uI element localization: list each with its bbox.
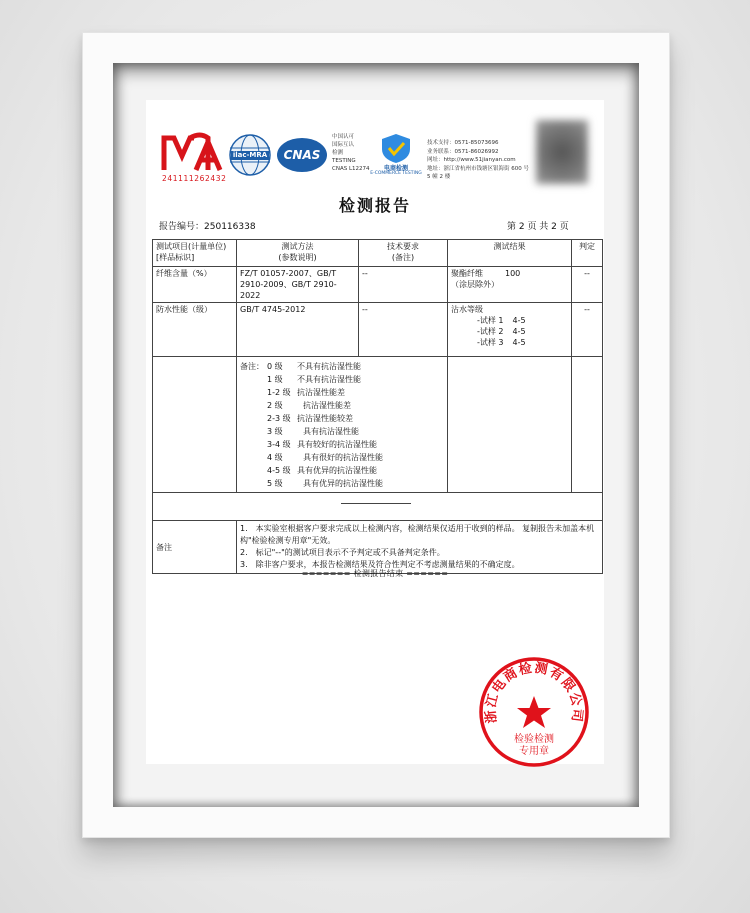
ecommerce-en: E-COMMERCE TESTING	[370, 171, 422, 176]
fiber-name: 聚酯纤维	[451, 269, 483, 278]
grade-note-prefix: 备注：	[240, 362, 264, 371]
separator-row	[153, 493, 603, 521]
separator-cell	[153, 493, 603, 521]
contact-line: 地址：浙江省杭州市钱塘区银海街 600 号	[427, 165, 529, 172]
grade-notes	[237, 357, 448, 493]
header-requirement	[359, 240, 448, 267]
grade-level: 1 级	[267, 375, 283, 384]
stamp-line-2: 专用章	[519, 746, 549, 757]
separator-line	[341, 503, 411, 504]
grade-note-line	[240, 400, 444, 413]
header-method	[237, 240, 359, 267]
cnas-caption	[332, 133, 372, 173]
ecommerce-testing-logo	[368, 132, 424, 180]
stamp-seal-icon	[478, 656, 590, 768]
grade-note-line	[240, 452, 444, 465]
header-item-line: 测试项目(计量单位)	[156, 242, 227, 251]
results-table	[152, 239, 603, 574]
grade-desc: 不具有抗沾湿性能	[297, 362, 361, 371]
header-item-line: [样品标识]	[156, 253, 195, 262]
remarks-content	[237, 521, 603, 574]
contact-line: 网址：http://www.51jianyan.com	[427, 157, 516, 163]
cma-mark-icon	[160, 130, 224, 174]
grade-note-line	[240, 387, 444, 400]
report-number	[159, 219, 256, 232]
ilac-text: ilac-MRA	[232, 151, 268, 159]
grade-level: 4-5 级	[267, 466, 291, 475]
sample-line	[451, 315, 568, 326]
result-note: （涂层除外）	[451, 280, 499, 289]
cell-requirement: --	[359, 303, 448, 357]
result-title: 沾水等级	[451, 305, 483, 314]
remark-line: 3. 除非客户要求，本报告检测结果及符合性判定不考虑测量结果的不确定度。	[240, 560, 520, 569]
grade-note-line	[240, 478, 444, 491]
table-row	[153, 267, 603, 303]
grade-note-line	[240, 439, 444, 452]
grade-desc: 不具有抗沾湿性能	[297, 375, 361, 384]
cell-item: 纤维含量（%）	[153, 267, 237, 303]
grade-desc: 抗沾湿性能差	[303, 401, 351, 410]
header-item	[153, 240, 237, 267]
contact-line: 5 幢 2 楼	[427, 174, 451, 180]
report-end-marker: ======= 检测报告结束 ======	[301, 569, 449, 578]
cnas-caption-line: TESTING	[332, 158, 356, 164]
cell-judgment: --	[572, 267, 603, 303]
remarks-label: 备注	[153, 521, 237, 574]
official-stamp	[478, 656, 590, 768]
grade-level: 4 级	[267, 453, 283, 462]
grade-desc: 抗沾湿性能差	[297, 388, 345, 397]
cell-result	[448, 303, 572, 357]
contact-line: 技术支持：0571-85073696	[427, 140, 499, 146]
header-judgment: 判定	[572, 240, 603, 267]
cell-method: GB/T 4745-2012	[237, 303, 359, 357]
ilac-logo	[228, 133, 272, 177]
grade-note-line	[240, 426, 444, 439]
table-row	[153, 303, 603, 357]
page-info: 第 2 页 共 2 页	[507, 222, 569, 232]
grade-note-line	[240, 465, 444, 478]
grade-level: 2 级	[267, 401, 283, 410]
cnas-logo	[276, 137, 328, 173]
result-line	[451, 268, 568, 279]
blurred-qr-code	[536, 120, 588, 184]
cell-judgment: --	[572, 303, 603, 357]
stamp-line-1: 检验检测	[514, 734, 554, 745]
contact-info	[427, 139, 537, 182]
remark-line: 1. 本实验室根据客户要求完成以上检测内容，检测结果仅适用于收到的样品。 复制报告未加盖本机构"检验检测专用章"无效。	[240, 524, 595, 545]
cell-requirement: --	[359, 267, 448, 303]
cnas-text: CNAS	[283, 148, 321, 162]
grade-level: 1-2 级	[267, 388, 291, 397]
cell-result	[448, 267, 572, 303]
cma-logo	[160, 130, 227, 186]
cell-empty	[572, 357, 603, 493]
contact-line: 业务联系：0571-86026992	[427, 148, 499, 155]
shield-check-icon	[368, 132, 424, 164]
sample-line	[451, 337, 568, 348]
header-result: 测试结果	[448, 240, 572, 267]
grade-desc: 具有抗沾湿性能	[303, 427, 359, 436]
cnas-caption-line: CNAS L12274	[332, 166, 370, 172]
sample-value: 4-5	[512, 316, 526, 325]
grade-note-line	[240, 413, 444, 426]
cell-item: 防水性能（级）	[153, 303, 237, 357]
cell-empty	[448, 357, 572, 493]
report-number-value: 250116338	[204, 222, 256, 232]
header-method-line: 测试方法	[281, 242, 314, 251]
grade-note-line	[240, 374, 444, 387]
sample-value: 4-5	[512, 338, 526, 347]
stamp-org-name: 浙江电商检测有限公司	[483, 660, 585, 724]
cell-empty	[153, 357, 237, 493]
grade-note-line	[240, 361, 444, 374]
cell-method: FZ/T 01057-2007、GB/T 2910-2009、GB/T 2910-2022	[237, 267, 359, 303]
remark-line: 2. 标记"--"的测试项目表示不予判定或不具备判定条件。	[240, 548, 445, 557]
sample-value: 4-5	[512, 327, 526, 336]
grade-desc: 具有很好的抗沾湿性能	[303, 453, 383, 462]
grade-level: 5 级	[267, 479, 283, 488]
grade-desc: 抗沾湿性能较差	[297, 414, 353, 423]
sample-label: -试样 3	[477, 338, 504, 347]
header-method-line: (参数说明)	[278, 253, 317, 262]
grade-note-row	[153, 357, 603, 493]
cma-code: 241111262432	[162, 174, 227, 183]
grade-level: 3 级	[267, 427, 283, 436]
report-title: 检测报告	[338, 196, 411, 215]
report-number-label: 报告编号：	[159, 222, 205, 232]
grade-desc: 具有优异的抗沾湿性能	[297, 466, 377, 475]
table-header-row	[153, 240, 603, 267]
cnas-caption-line: 中国认可	[332, 134, 355, 140]
ecommerce-cn: 电商检测	[383, 165, 408, 172]
sample-line	[451, 326, 568, 337]
grade-level: 2-3 级	[267, 414, 291, 423]
grade-level: 3-4 级	[267, 440, 291, 449]
header-requirement-line: (备注)	[391, 253, 415, 262]
remarks-row	[153, 521, 603, 574]
sample-label: -试样 1	[477, 316, 504, 325]
sample-label: -试样 2	[477, 327, 504, 336]
grade-desc: 具有优异的抗沾湿性能	[303, 479, 383, 488]
fiber-percent: 100	[505, 269, 521, 278]
cnas-caption-line: 国际互认	[332, 142, 355, 148]
header-requirement-line: 技术要求	[387, 242, 419, 251]
grade-level: 0 级	[267, 362, 283, 371]
grade-desc: 具有较好的抗沾湿性能	[297, 440, 377, 449]
cnas-caption-line: 检测	[332, 150, 344, 156]
